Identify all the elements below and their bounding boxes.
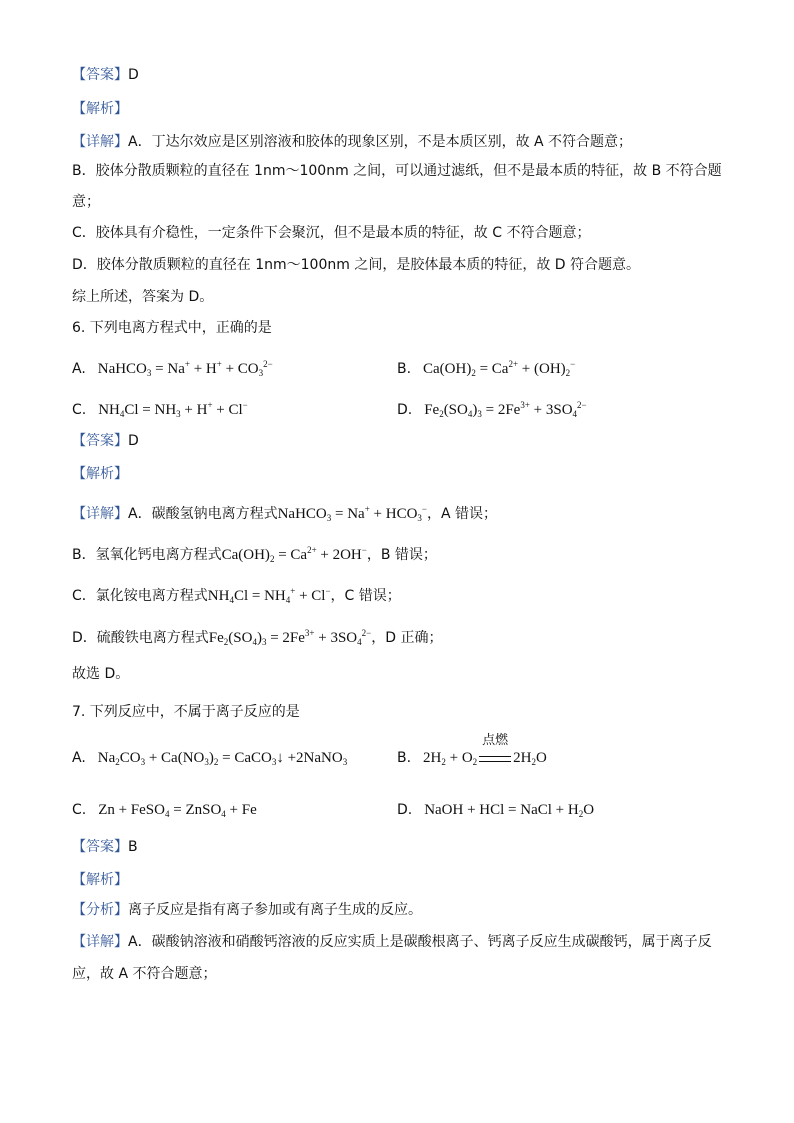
equation: NaHCO$_3$ = $Na^+ + H^+ + CO_3^{2-}$ [90, 359, 273, 378]
q7-analysis-line [72, 901, 422, 919]
answer-value: B [128, 839, 138, 855]
q7-option-a [72, 749, 347, 771]
detail-text: A．碳酸氢钠电离方程式 [128, 506, 278, 522]
answer-tag: 【答案】 [72, 839, 128, 855]
condition-text: 点燃 [482, 733, 509, 748]
answer-tag: 【答案】 [72, 67, 128, 83]
option-label: B. [397, 750, 412, 766]
analysis-tag: 【解析】 [72, 872, 128, 888]
equation: $Ca(OH)_2 = Ca^{2+} + 2OH^-$ [221, 545, 367, 564]
equation: Zn + FeSO$_4$ = ZnSO$_4$ + Fe [90, 802, 257, 819]
q5-detail-d: D．胶体分散质颗粒的直径在 1nm～100nm 之间，是胶体最本质的特征，故 D 符合题意。 [72, 257, 641, 273]
answer-value: D [128, 433, 139, 449]
detail-text: B．氢氧化钙电离方程式 [72, 547, 222, 563]
q7-stem: 7. 下列反应中，不属于离子反应的是 [72, 704, 300, 720]
q6-detail-c [72, 582, 401, 609]
analysis-tag: 【解析】 [72, 466, 128, 482]
equation: $2H_2 + O_2$ 点燃 $2H_2O$ [415, 733, 547, 767]
q7-analysis-heading [72, 871, 128, 889]
q6-answer-line [72, 432, 139, 450]
answer-tag: 【答案】 [72, 433, 128, 449]
q6-detail-a [72, 500, 497, 527]
double-bar-sign [479, 756, 511, 762]
detail-text: D．硫酸铁电离方程式 [72, 630, 209, 646]
q5-detail-a [72, 133, 632, 151]
answer-value: D [128, 67, 139, 83]
q6-option-a [72, 355, 273, 382]
q5-detail-b2: 意； [72, 194, 100, 210]
option-label: B. [397, 361, 412, 377]
analysis-tag: 【解析】 [72, 101, 128, 117]
option-label: C. [72, 402, 87, 418]
detail-text: ，B 错误； [366, 547, 437, 563]
q7-answer-line [72, 838, 138, 856]
q7-detail-a2: 应，故 A 不符合题意； [72, 966, 217, 982]
detail-text: ，C 错误； [330, 588, 401, 604]
equation: $Fe_2(SO_4)_3 = 2Fe^{3+} + 3SO_4^{2-}$ [208, 628, 372, 647]
q6-stem: 6. 下列电离方程式中，正确的是 [72, 320, 272, 336]
detail-text: A．碳酸钠溶液和硝酸钙溶液的反应实质上是碳酸根离子、钙离子反应生成碳酸钙，属于离子反 [128, 934, 712, 950]
option-label: D. [397, 802, 413, 818]
q6-option-c [72, 396, 248, 423]
detail-tag: 【详解】 [72, 934, 128, 950]
q7-detail-a1 [72, 933, 712, 951]
reaction-condition [477, 733, 513, 767]
analysis-sub-tag: 【分析】 [72, 902, 128, 918]
detail-text: C．氯化铵电离方程式 [72, 588, 208, 604]
detail-text: ，D 正确； [371, 630, 443, 646]
equation: $NH_4Cl = NH_3 + H^+ + Cl^-$ [90, 400, 248, 419]
equation: $NH_4Cl = NH_4^+ + Cl^-$ [207, 586, 331, 605]
q6-detail-b [72, 541, 437, 568]
q6-analysis-heading [72, 465, 128, 483]
q6-conclusion: 故选 D。 [72, 666, 130, 682]
equation: $Ca(OH)_2 = Ca^{2+} + (OH)_2^-$ [415, 359, 576, 378]
detail-text: A．丁达尔效应是区别溶液和胶体的现象区别，不是本质区别，故 A 不符合题意； [128, 134, 633, 150]
detail-tag: 【详解】 [72, 134, 128, 150]
q5-analysis-heading [72, 100, 128, 118]
option-label: C. [72, 802, 87, 818]
option-label: A. [72, 361, 86, 377]
q5-detail-b1: B．胶体分散质颗粒的直径在 1nm～100nm 之间，可以通过滤纸，但不是最本质的特征，故 B 不符合题 [72, 163, 722, 179]
equation: $Fe_2(SO_4)_3 = 2Fe^{3+} + 3SO_4^{2-}$ [416, 400, 587, 419]
equation: $Na_2CO_3 + Ca(NO_3)_2$ = CaCO$_3$↓ +2NaNO$_3$ [90, 750, 348, 767]
q7-option-d [397, 801, 594, 823]
q7-option-c [72, 801, 257, 823]
analysis-text: 离子反应是指有离子参加或有离子生成的反应。 [128, 902, 422, 918]
q5-answer-line [72, 66, 139, 84]
option-label: A. [72, 750, 86, 766]
detail-tag: 【详解】 [72, 506, 128, 522]
q6-detail-d [72, 624, 442, 651]
equation: NaHCO$_3$ = $Na^+ + HCO_3^-$ [277, 504, 427, 523]
q5-detail-c: C．胶体具有介稳性，一定条件下会聚沉，但不是最本质的特征，故 C 不符合题意； [72, 225, 591, 241]
option-label: D. [397, 402, 413, 418]
q6-option-b [397, 355, 575, 382]
detail-text: ，A 错误； [427, 506, 498, 522]
q5-summary: 综上所述，答案为 D。 [72, 289, 214, 305]
q6-option-d [397, 396, 587, 423]
q7-option-b [397, 733, 547, 771]
equation: NaOH + HCl = NaCl + $H_2O$ [416, 802, 595, 819]
